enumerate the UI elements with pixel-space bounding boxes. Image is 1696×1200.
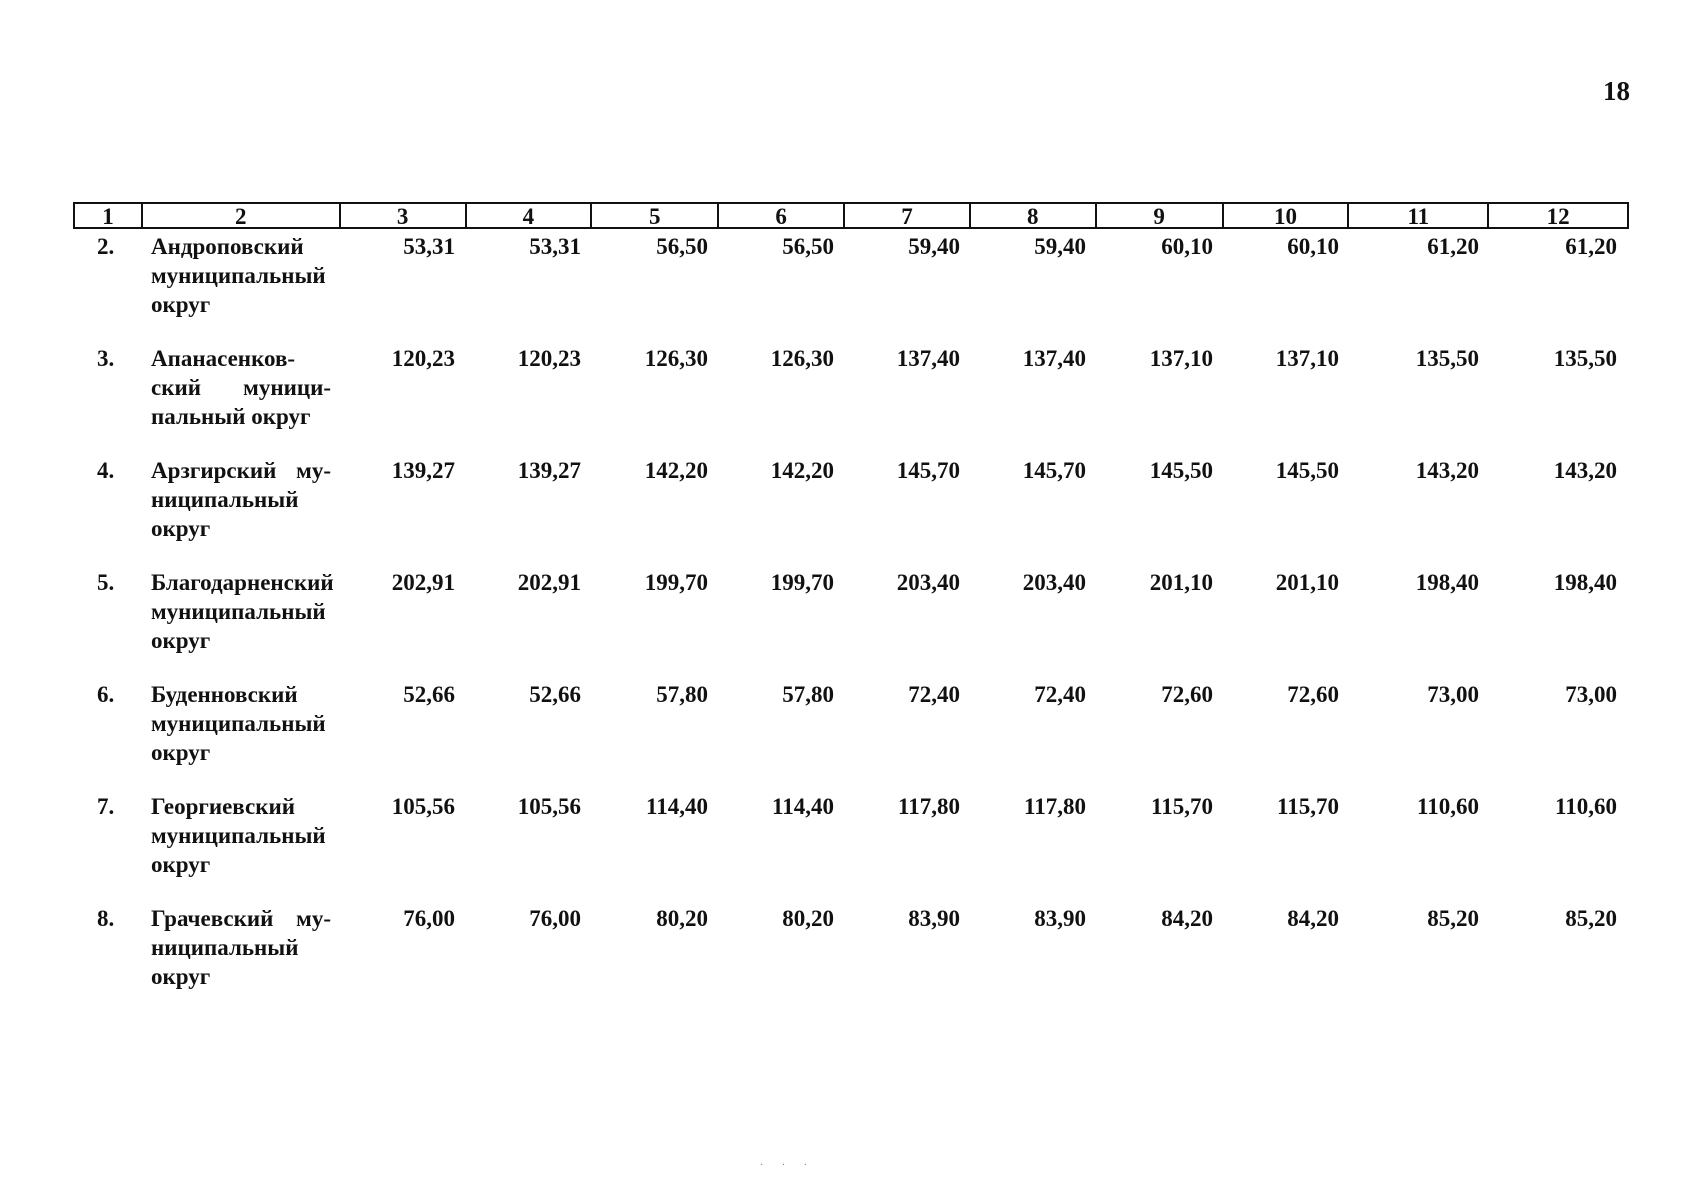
value-cell: 114,40 (646, 794, 708, 819)
value-cell: 59,40 (1034, 234, 1086, 259)
value-cell: 137,10 (1149, 346, 1213, 371)
table-row (73, 680, 1629, 792)
value-cell: 83,90 (1034, 906, 1086, 931)
value-cell: 137,40 (896, 346, 960, 371)
value-cell: 53,31 (403, 234, 455, 259)
value-cell: 198,40 (1415, 570, 1479, 595)
value-cell: 110,60 (1417, 794, 1479, 819)
header-cell: 6 (719, 204, 845, 227)
row-number: 5. (97, 570, 115, 595)
value-cell: 115,70 (1151, 794, 1213, 819)
header-cell: 1 (75, 204, 143, 227)
value-cell: 199,70 (644, 570, 708, 595)
row-number: 4. (97, 458, 115, 483)
value-cell: 59,40 (908, 234, 960, 259)
header-cell: 5 (592, 204, 719, 227)
district-name: Андроповский муниципальный округ (151, 234, 326, 317)
table-row (73, 232, 1629, 344)
table-row (73, 792, 1629, 904)
value-cell: 135,50 (1415, 346, 1479, 371)
value-cell: 139,27 (391, 458, 455, 483)
value-cell: 72,60 (1161, 682, 1213, 707)
value-cell: 139,27 (517, 458, 581, 483)
value-cell: 83,90 (908, 906, 960, 931)
value-cell: 85,20 (1565, 906, 1617, 931)
value-cell: 61,20 (1427, 234, 1479, 259)
value-cell: 145,50 (1275, 458, 1339, 483)
header-cell: 10 (1224, 204, 1350, 227)
district-name: Благодарненский муниципальный округ (151, 570, 334, 653)
value-cell: 203,40 (1022, 570, 1086, 595)
value-cell: 142,20 (644, 458, 708, 483)
value-cell: 114,40 (772, 794, 834, 819)
value-cell: 143,20 (1415, 458, 1479, 483)
table-row (73, 904, 1629, 1016)
value-cell: 120,23 (391, 346, 455, 371)
value-cell: 53,31 (529, 234, 581, 259)
table-row (73, 456, 1629, 568)
value-cell: 126,30 (644, 346, 708, 371)
header-cell: 7 (845, 204, 971, 227)
value-cell: 57,80 (656, 682, 708, 707)
value-cell: 199,70 (770, 570, 834, 595)
value-cell: 120,23 (517, 346, 581, 371)
value-cell: 57,80 (782, 682, 834, 707)
value-cell: 73,00 (1565, 682, 1617, 707)
value-cell: 52,66 (403, 682, 455, 707)
value-cell: 145,70 (896, 458, 960, 483)
value-cell: 84,20 (1161, 906, 1213, 931)
header-cell: 3 (341, 204, 467, 227)
row-number: 6. (97, 682, 115, 707)
value-cell: 52,66 (529, 682, 581, 707)
table-header-row (73, 202, 1629, 229)
value-cell: 137,40 (1022, 346, 1086, 371)
row-number: 7. (97, 794, 115, 819)
value-cell: 198,40 (1553, 570, 1617, 595)
value-cell: 76,00 (403, 906, 455, 931)
value-cell: 61,20 (1565, 234, 1617, 259)
scan-specks: · · · (760, 1160, 815, 1171)
header-cell: 9 (1097, 204, 1224, 227)
value-cell: 105,56 (391, 794, 455, 819)
value-cell: 145,50 (1149, 458, 1213, 483)
header-cell: 11 (1349, 204, 1489, 227)
value-cell: 202,91 (391, 570, 455, 595)
value-cell: 56,50 (782, 234, 834, 259)
value-cell: 105,56 (517, 794, 581, 819)
district-name: Георгиевский муниципальный округ (151, 794, 326, 877)
value-cell: 56,50 (656, 234, 708, 259)
value-cell: 202,91 (517, 570, 581, 595)
value-cell: 73,00 (1427, 682, 1479, 707)
header-cell: 12 (1546, 204, 1570, 229)
value-cell: 201,10 (1149, 570, 1213, 595)
district-name: Грачевский му-ниципальный округ (151, 906, 331, 989)
value-cell: 110,60 (1555, 794, 1617, 819)
row-number: 8. (97, 906, 115, 931)
value-cell: 60,10 (1287, 234, 1339, 259)
value-cell: 135,50 (1553, 346, 1617, 371)
table-body (73, 232, 1629, 1016)
page-number: 18 (1603, 76, 1630, 106)
value-cell: 72,40 (1034, 682, 1086, 707)
value-cell: 137,10 (1275, 346, 1339, 371)
value-cell: 76,00 (529, 906, 581, 931)
header-cell: 8 (971, 204, 1097, 227)
row-number: 2. (97, 234, 115, 259)
row-number: 3. (97, 346, 115, 371)
district-name: Буденновский муниципальный округ (151, 682, 326, 765)
header-cell: 4 (467, 204, 593, 227)
value-cell: 115,70 (1277, 794, 1339, 819)
value-cell: 84,20 (1287, 906, 1339, 931)
value-cell: 85,20 (1427, 906, 1479, 931)
value-cell: 126,30 (770, 346, 834, 371)
value-cell: 80,20 (656, 906, 708, 931)
value-cell: 117,80 (898, 794, 960, 819)
value-cell: 142,20 (770, 458, 834, 483)
value-cell: 60,10 (1161, 234, 1213, 259)
value-cell: 143,20 (1553, 458, 1617, 483)
district-name: Апанасенков-ский муници-пальный округ (151, 346, 331, 429)
value-cell: 72,60 (1287, 682, 1339, 707)
value-cell: 145,70 (1022, 458, 1086, 483)
table-row (73, 344, 1629, 456)
value-cell: 72,40 (908, 682, 960, 707)
value-cell: 203,40 (896, 570, 960, 595)
value-cell: 117,80 (1024, 794, 1086, 819)
header-cell: 2 (143, 204, 341, 227)
value-cell: 80,20 (782, 906, 834, 931)
district-name: Арзгирский му-ниципальный округ (151, 458, 331, 541)
value-cell: 201,10 (1275, 570, 1339, 595)
table-row (73, 568, 1629, 680)
